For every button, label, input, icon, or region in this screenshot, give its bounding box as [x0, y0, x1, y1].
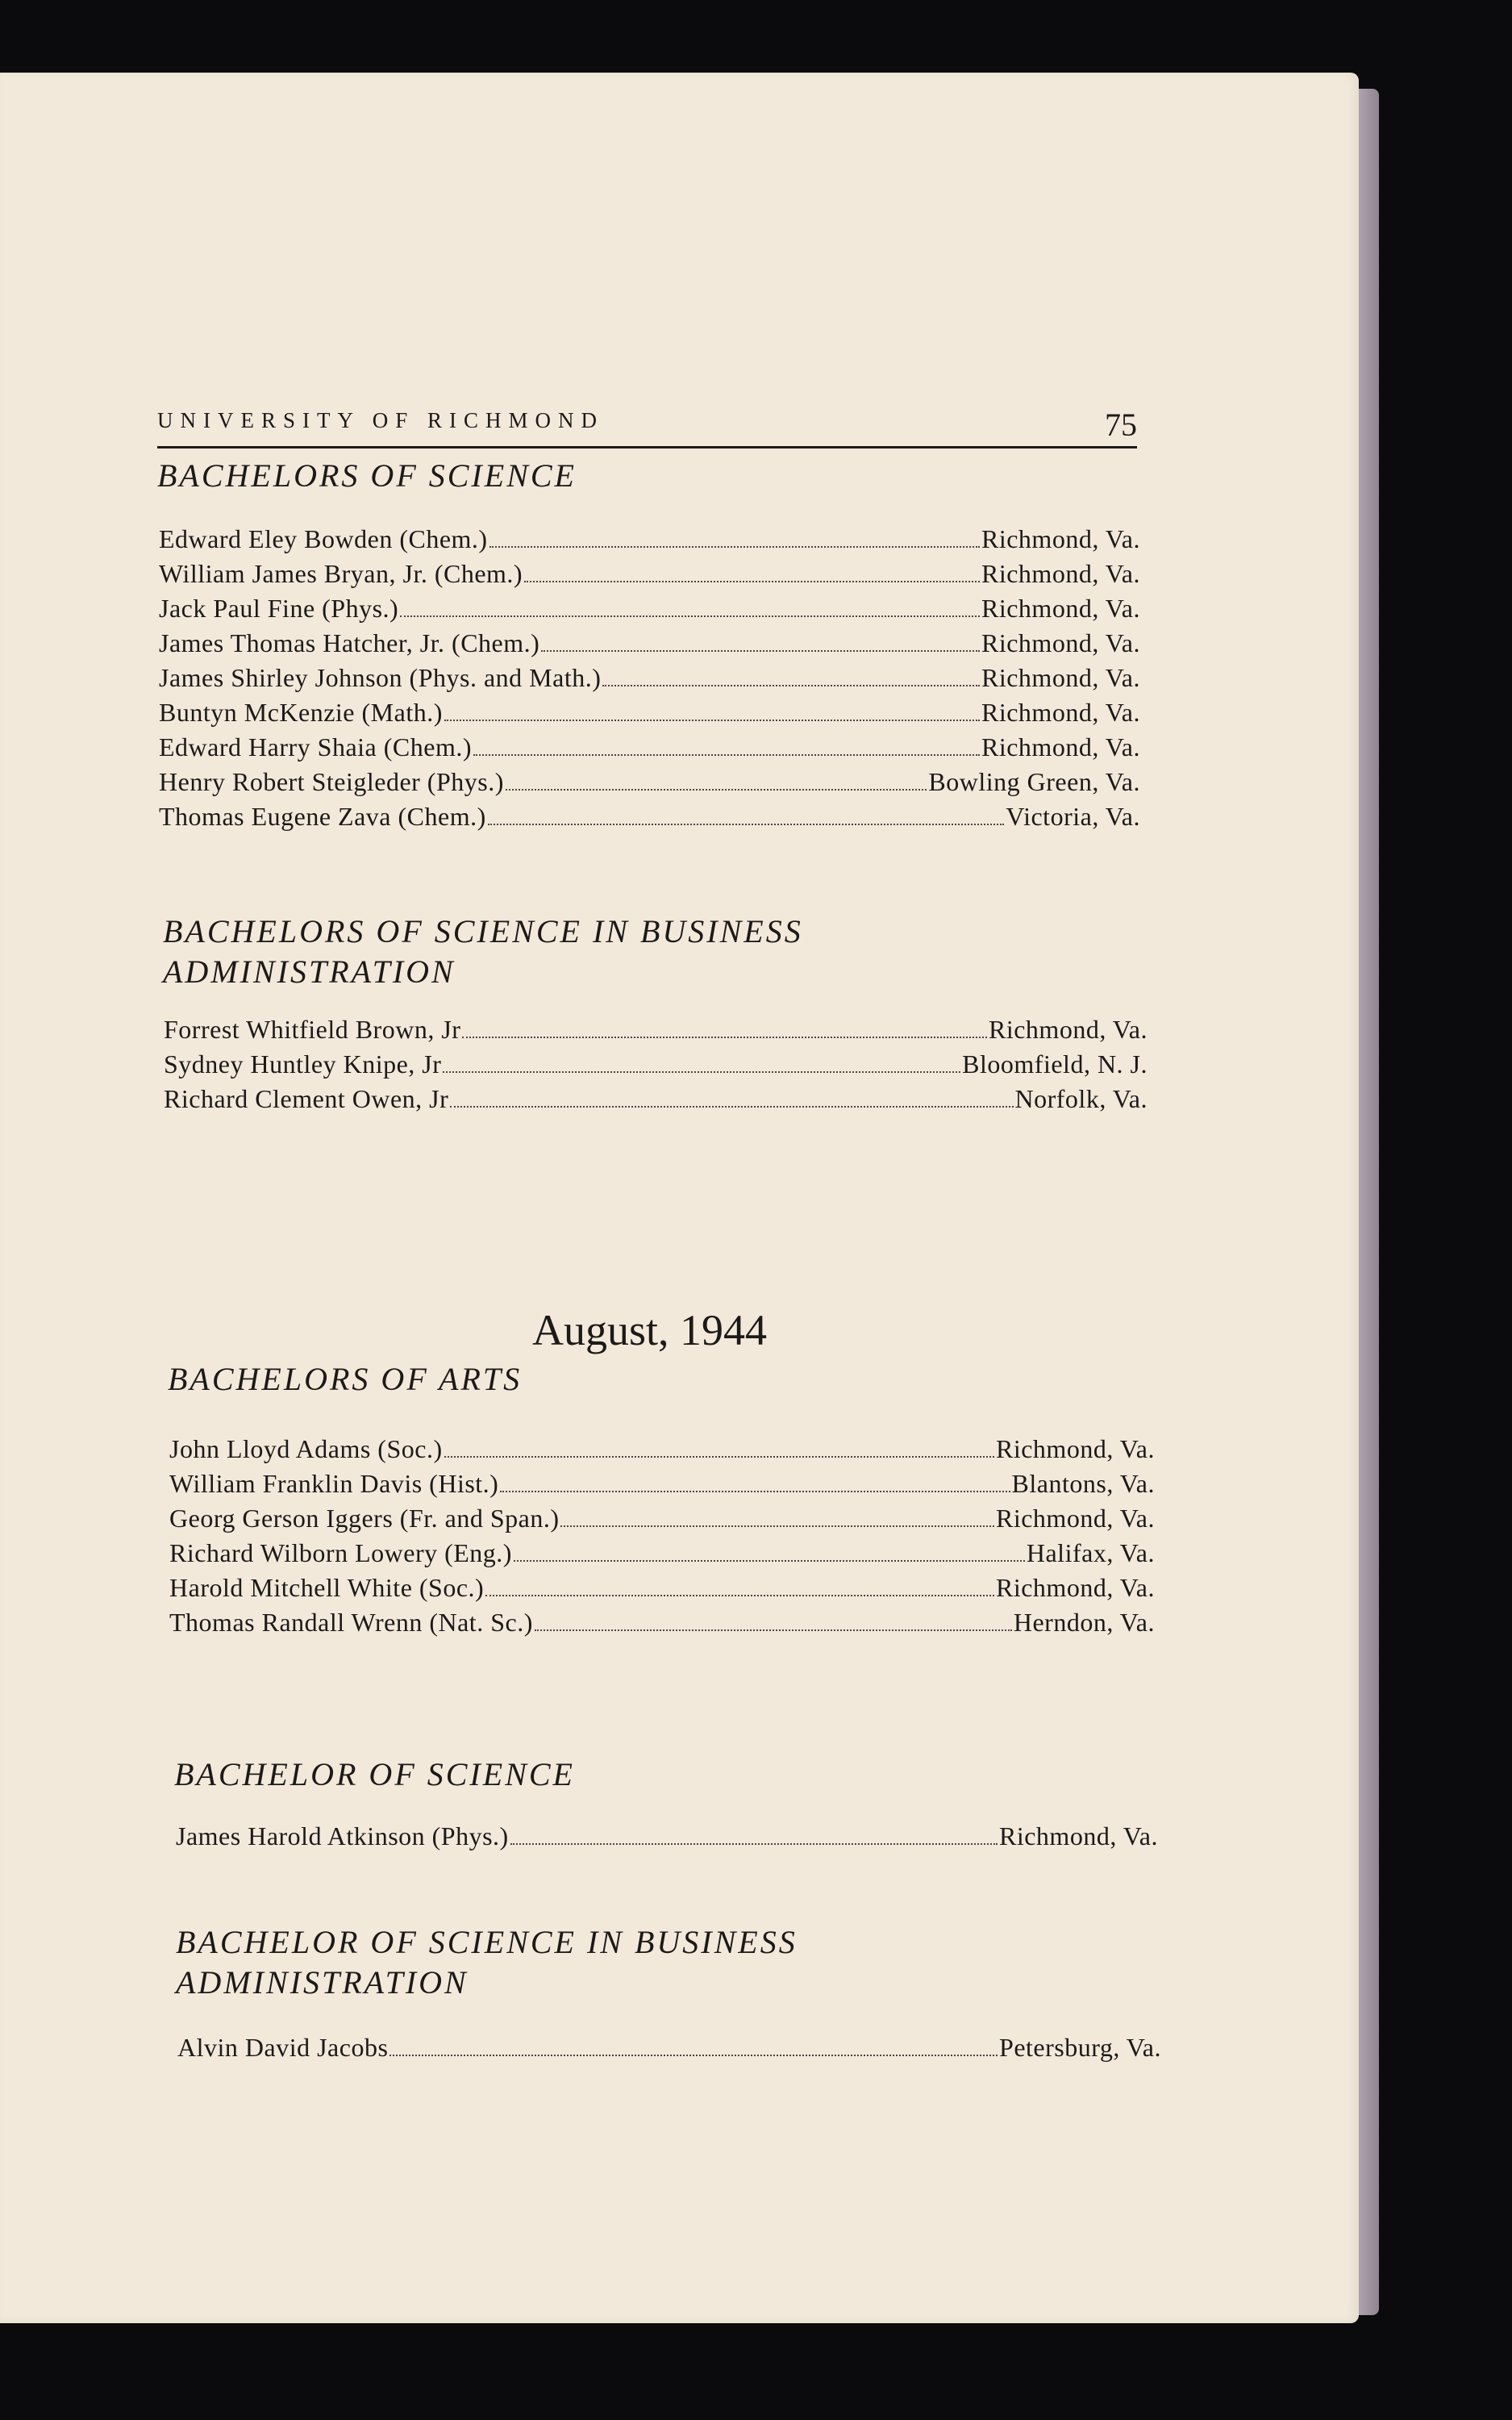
graduate-hometown: Petersburg, Va. [999, 2033, 1161, 2062]
graduate-name: Richard Clement Owen, Jr [164, 1084, 449, 1113]
graduate-hometown: Richmond, Va. [981, 698, 1140, 727]
graduate-hometown: Blantons, Va. [1011, 1469, 1155, 1498]
graduate-entry [159, 732, 1140, 767]
section-heading: BACHELORS OF SCIENCE [157, 457, 577, 494]
graduate-entry [159, 767, 1140, 802]
graduate-hometown: Richmond, Va. [981, 559, 1140, 588]
dot-leader [541, 649, 980, 652]
graduate-name: Edward Harry Shaia (Chem.) [159, 732, 472, 761]
running-head-title: UNIVERSITY OF RICHMOND [157, 408, 605, 432]
graduate-entry [159, 524, 1140, 559]
graduate-name: William James Bryan, Jr. (Chem.) [159, 559, 523, 588]
dot-leader [450, 1105, 1013, 1108]
graduate-hometown: Richmond, Va. [995, 1504, 1155, 1533]
dot-leader [510, 1842, 998, 1845]
graduate-hometown: Richmond, Va. [981, 628, 1140, 657]
graduate-hometown: Victoria, Va. [1006, 802, 1140, 831]
section-heading: BACHELOR OF SCIENCE IN BUSINESS ADMINISTRATION [176, 1924, 798, 2001]
graduate-hometown: Richmond, Va. [981, 524, 1140, 553]
graduate-hometown: Richmond, Va. [995, 1434, 1155, 1463]
graduate-entry [159, 559, 1140, 594]
graduate-list [177, 2033, 1161, 2067]
graduate-entry [169, 1573, 1155, 1608]
section-heading: BACHELOR OF SCIENCE [174, 1756, 575, 1792]
dot-leader [444, 719, 980, 721]
dot-leader [443, 1070, 960, 1073]
graduate-name: Thomas Randall Wrenn (Nat. Sc.) [169, 1608, 533, 1637]
dot-leader [500, 1490, 1010, 1492]
graduate-name: Thomas Eugene Zava (Chem.) [159, 802, 486, 831]
graduate-hometown: Richmond, Va. [981, 594, 1140, 623]
dot-leader [444, 1455, 994, 1458]
section-heading: BACHELORS OF SCIENCE IN BUSINESS ADMINISTRATION [163, 913, 803, 990]
dot-leader [489, 545, 980, 548]
dot-leader [400, 615, 980, 617]
graduate-name: James Shirley Johnson (Phys. and Math.) [159, 663, 602, 692]
graduate-entry [159, 628, 1140, 663]
graduate-hometown: Richmond, Va. [981, 663, 1140, 692]
graduate-name: Sydney Huntley Knipe, Jr [164, 1049, 442, 1079]
graduate-name: Forrest Whitfield Brown, Jr [164, 1015, 461, 1044]
book-page [0, 73, 1359, 2323]
graduate-name: Henry Robert Steigleder (Phys.) [159, 767, 504, 796]
graduate-entry [176, 1821, 1158, 1856]
graduate-list [176, 1821, 1158, 1856]
dot-leader [602, 684, 980, 686]
graduate-entry [159, 698, 1140, 732]
dot-leader [473, 753, 980, 756]
dot-leader [462, 1036, 987, 1038]
graduate-entry [159, 802, 1140, 837]
graduate-entry [159, 594, 1140, 628]
graduate-name: Buntyn McKenzie (Math.) [159, 698, 443, 727]
graduate-list [169, 1434, 1155, 1642]
section-heading: BACHELORS OF ARTS [168, 1361, 523, 1397]
graduate-entry [169, 1434, 1155, 1469]
graduate-name: William Franklin Davis (Hist.) [169, 1469, 499, 1498]
graduate-name: Alvin David Jacobs [177, 2033, 389, 2062]
graduate-entry [177, 2033, 1161, 2067]
graduate-list [159, 524, 1140, 837]
graduate-entry [164, 1049, 1148, 1084]
graduate-name: Georg Gerson Iggers (Fr. and Span.) [169, 1504, 560, 1533]
dot-leader [514, 1559, 1025, 1562]
graduate-entry [169, 1469, 1155, 1504]
graduate-name: Edward Eley Bowden (Chem.) [159, 524, 488, 553]
graduate-hometown: Richmond, Va. [988, 1015, 1148, 1044]
graduate-entry [164, 1015, 1148, 1049]
dot-leader [488, 823, 1005, 825]
dot-leader [506, 788, 927, 791]
dot-leader [524, 580, 980, 582]
graduate-list [164, 1015, 1148, 1119]
graduate-hometown: Richmond, Va. [981, 732, 1140, 761]
graduate-name: Jack Paul Fine (Phys.) [159, 594, 399, 623]
dot-leader [485, 1594, 994, 1596]
dot-leader [535, 1629, 1012, 1631]
graduate-hometown: Norfolk, Va. [1014, 1084, 1148, 1113]
month-heading: August, 1944 [532, 1306, 768, 1354]
graduate-entry [169, 1538, 1155, 1573]
graduate-entry [159, 663, 1140, 698]
graduate-hometown: Richmond, Va. [998, 1821, 1158, 1850]
graduate-hometown: Halifax, Va. [1026, 1538, 1155, 1567]
graduate-name: John Lloyd Adams (Soc.) [169, 1434, 443, 1463]
page-number: 75 [1105, 407, 1137, 443]
graduate-name: Harold Mitchell White (Soc.) [169, 1573, 485, 1602]
dot-leader [389, 2054, 998, 2056]
graduate-hometown: Richmond, Va. [995, 1573, 1155, 1602]
graduate-name: James Thomas Hatcher, Jr. (Chem.) [159, 628, 540, 657]
graduate-hometown: Herndon, Va. [1013, 1608, 1155, 1637]
graduate-name: James Harold Atkinson (Phys.) [176, 1821, 509, 1850]
graduate-entry [169, 1504, 1155, 1538]
graduate-hometown: Bowling Green, Va. [928, 767, 1140, 796]
graduate-name: Richard Wilborn Lowery (Eng.) [169, 1538, 512, 1567]
graduate-entry [169, 1608, 1155, 1642]
graduate-entry [164, 1084, 1148, 1119]
running-head [157, 402, 1137, 449]
graduate-hometown: Bloomfield, N. J. [962, 1049, 1148, 1079]
dot-leader [560, 1525, 994, 1527]
